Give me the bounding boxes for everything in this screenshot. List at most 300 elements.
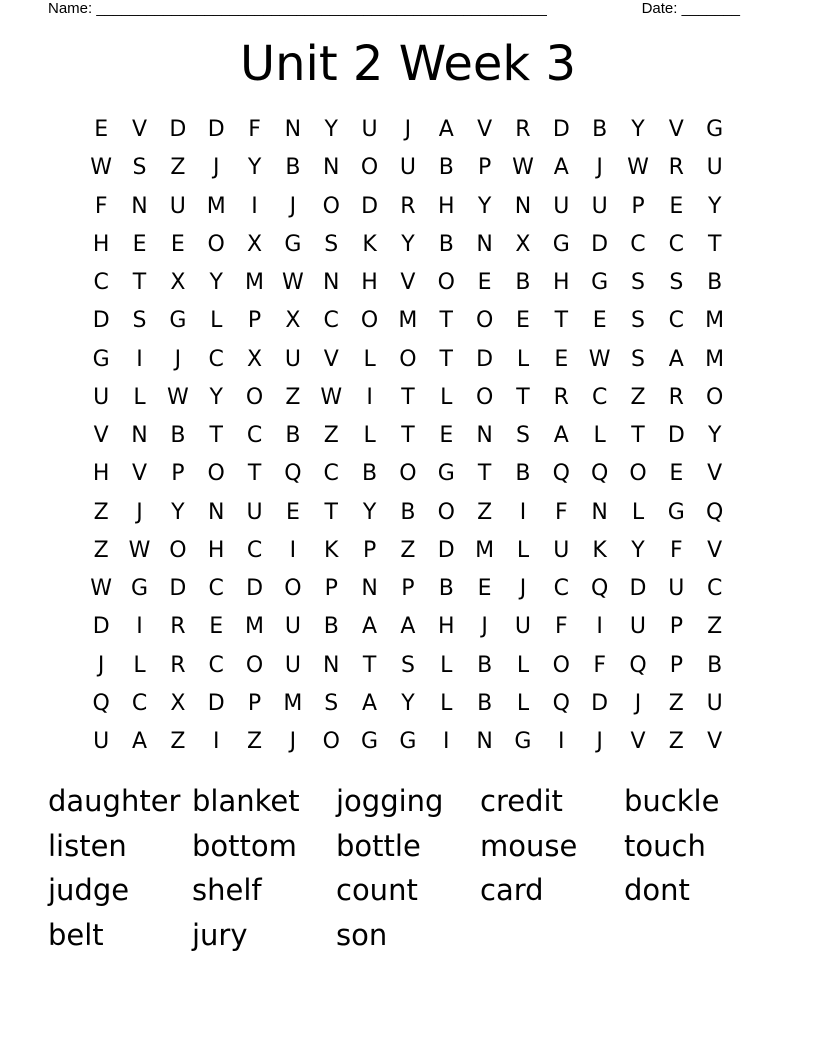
grid-cell: B [707,652,723,678]
grid-cell: V [477,117,493,143]
grid-cell: S [324,690,339,716]
grid-cell: O [284,576,302,602]
grid-cell: B [707,270,723,296]
grid-cell: D [207,117,225,143]
grid-cell: V [131,117,148,143]
grid-row [82,570,734,608]
grid-cell: V [668,117,684,143]
grid-cell: A [362,614,378,640]
grid-cell: J [481,614,488,640]
grid-cell: O [437,270,455,296]
grid-row [82,149,734,187]
grid-cell: Q [552,461,570,487]
grid-cell: Q [552,690,570,716]
grid-cell: C [208,576,224,602]
word-bank-item: shelf [192,873,262,907]
grid-cell: R [668,384,684,410]
grid-cell: Y [324,117,338,143]
word-bank-item: touch [624,828,706,863]
word-bank-item: credit [480,784,563,818]
grid-cell: L [363,346,376,372]
grid-cell: L [440,690,453,716]
grid-row [82,341,734,379]
grid-cell: H [553,270,570,296]
grid-cell: E [669,193,684,219]
word-bank-item: judge [48,873,130,907]
grid-cell: D [591,231,609,257]
grid-cell: T [132,270,147,296]
grid-cell: J [289,729,297,755]
grid-cell: E [554,346,569,372]
grid-cell: A [668,346,684,372]
grid-cell: A [362,690,378,716]
grid-cell: I [443,729,450,755]
grid-cell: L [210,308,223,334]
grid-cell: A [131,729,148,755]
grid-cell: I [519,499,527,525]
grid-cell: D [591,690,609,716]
word-bank-item: bottle [336,828,421,863]
grid-cell: V [707,729,723,755]
grid-cell: P [669,614,683,640]
word-bank-item: listen [48,828,127,863]
grid-cell: I [558,729,565,755]
grid-cell: S [324,231,339,257]
grid-cell: X [170,270,186,296]
grid-cell: O [437,499,455,525]
grid-cell: A [438,117,454,143]
grid-cell: X [170,690,186,716]
grid-cell: J [596,155,603,181]
grid-cell: Z [285,384,301,410]
grid-cell: I [212,729,220,755]
grid-cell: D [207,690,225,716]
grid-cell: T [439,308,453,334]
grid-cell: U [284,614,301,640]
grid-cell: L [133,384,146,410]
grid-cell: U [706,690,723,716]
grid-cell: Y [477,193,492,219]
grid-cell: X [247,231,263,257]
grid-cell: Y [171,499,185,525]
grid-cell: F [670,537,683,563]
grid-cell: G [437,461,455,487]
word-bank-item: bottom [192,828,297,863]
grid-cell: R [170,614,186,640]
grid-cell: O [245,384,264,410]
grid-cell: B [400,499,416,525]
grid-cell: Q [629,652,647,678]
grid-cell: C [246,537,263,563]
grid-row [82,455,734,493]
grid-cell: D [667,423,685,449]
grid-cell: C [93,270,109,296]
grid-cell: B [285,423,301,449]
grid-cell: Y [707,423,722,449]
grid-cell: M [283,690,303,716]
grid-cell: C [668,231,685,257]
grid-cell: W [512,155,534,181]
grid-cell: H [92,461,110,487]
grid-cell: M [475,537,495,563]
grid-cell: B [515,270,531,296]
word-bank-item: buckle [624,784,720,818]
grid-cell: Y [631,117,645,143]
grid-cell: C [706,576,723,602]
grid-cell: T [631,423,645,449]
grid-cell: O [169,537,187,563]
grid-cell: B [477,690,493,716]
grid-cell: C [553,576,569,602]
grid-cell: D [629,576,647,602]
grid-cell: D [437,537,455,563]
grid-cell: A [553,423,569,449]
grid-cell: A [400,614,416,640]
grid-cell: T [401,384,415,410]
grid-cell: P [171,461,185,487]
grid-cell: V [93,423,109,449]
grid-cell: D [361,193,379,219]
grid-row [82,188,734,226]
grid-cell: R [668,155,684,181]
grid-cell: E [516,308,530,334]
grid-cell: I [136,346,143,372]
worksheet-header [48,0,740,18]
grid-cell: U [284,346,301,372]
grid-cell: N [361,576,378,602]
grid-row [82,685,734,723]
grid-cell: O [207,461,225,487]
grid-cell: U [284,652,301,678]
grid-cell: D [92,614,110,640]
grid-cell: C [208,652,224,678]
grid-cell: Z [247,729,263,755]
grid-cell: G [399,729,417,755]
grid-cell: G [591,270,609,296]
grid-cell: Z [668,729,684,755]
grid-cell: Z [93,537,109,563]
grid-cell: T [247,461,262,487]
grid-cell: Q [590,461,609,487]
grid-cell: U [361,117,378,143]
grid-cell: K [362,231,377,257]
grid-cell: N [284,117,302,143]
grid-cell: L [133,652,146,678]
grid-cell: W [320,384,343,410]
grid-cell: D [169,576,187,602]
grid-cell: S [400,652,415,678]
grid-cell: J [519,576,527,602]
grid-cell: C [668,308,685,334]
grid-cell: G [92,346,110,372]
grid-cell: L [631,499,645,525]
date-field: Date: _______ [641,0,740,17]
grid-cell: O [552,652,570,678]
grid-row [82,723,734,761]
grid-cell: S [631,346,645,372]
grid-cell: I [366,384,373,410]
grid-cell: O [322,729,340,755]
grid-cell: O [399,346,417,372]
grid-cell: U [553,193,570,219]
grid-cell: J [174,346,182,372]
grid-row [82,264,734,302]
grid-cell: D [476,346,494,372]
grid-cell: O [245,652,264,678]
grid-cell: H [207,537,225,563]
grid-cell: W [627,155,649,181]
grid-cell: L [440,384,453,410]
grid-cell: U [591,193,608,219]
grid-cell: A [553,155,569,181]
grid-cell: X [247,346,263,372]
grid-cell: L [516,537,530,563]
grid-cell: Q [706,499,724,525]
grid-cell: R [170,652,186,678]
grid-cell: O [629,461,647,487]
word-bank-item: card [480,873,544,907]
grid-cell: J [634,690,642,716]
grid-row [82,417,734,455]
grid-cell: Z [668,690,684,716]
grid-cell: E [285,499,300,525]
grid-cell: P [247,690,262,716]
grid-cell: V [400,270,416,296]
grid-cell: M [705,346,725,372]
grid-cell: Q [590,576,609,602]
grid-cell: Z [400,537,416,563]
grid-cell: S [631,308,645,334]
grid-cell: C [131,690,148,716]
grid-cell: B [477,652,493,678]
grid-cell: U [93,729,110,755]
grid-cell: N [323,155,340,181]
grid-cell: B [438,231,454,257]
grid-cell: H [437,193,455,219]
grid-cell: S [669,270,684,296]
grid-cell: O [475,384,494,410]
grid-row [82,608,734,646]
grid-cell: H [437,614,455,640]
grid-cell: T [707,231,722,257]
grid-cell: Y [401,690,415,716]
grid-cell: O [360,155,379,181]
grid-cell: W [588,346,611,372]
grid-cell: Z [477,499,493,525]
grid-cell: O [322,193,340,219]
grid-row [82,226,734,264]
grid-cell: G [706,117,724,143]
grid-cell: E [170,231,185,257]
grid-cell: J [289,193,297,219]
grid-cell: C [323,461,339,487]
grid-cell: P [362,537,377,563]
grid-cell: U [553,537,570,563]
grid-cell: N [207,499,225,525]
grid-cell: T [209,423,223,449]
grid-cell: V [707,461,723,487]
grid-cell: W [166,384,189,410]
grid-cell: Q [284,461,302,487]
grid-cell: D [169,117,187,143]
word-bank-item: belt [48,917,104,952]
grid-cell: Y [707,193,722,219]
grid-cell: P [247,308,262,334]
grid-cell: D [552,117,570,143]
grid-cell: T [401,423,415,449]
grid-cell: Z [170,729,186,755]
grid-cell: G [130,576,149,602]
grid-cell: O [475,308,494,334]
grid-cell: G [667,499,685,525]
grid-cell: N [131,193,148,219]
grid-cell: U [246,499,263,525]
grid-cell: E [439,423,454,449]
grid-cell: K [592,537,607,563]
grid-cell: B [592,117,608,143]
grid-cell: L [593,423,606,449]
grid-cell: C [591,384,608,410]
grid-cell: W [90,576,113,602]
grid-cell: Z [170,155,186,181]
grid-cell: N [476,729,493,755]
word-bank [48,779,768,957]
grid-cell: E [669,461,684,487]
grid-cell: N [323,652,340,678]
grid-cell: C [208,346,224,372]
grid-cell: R [553,384,569,410]
grid-cell: C [246,423,263,449]
grid-cell: Y [209,270,223,296]
grid-cell: N [476,231,493,257]
grid-cell: U [169,193,186,219]
grid-cell: B [285,155,301,181]
grid-cell: B [170,423,186,449]
grid-cell: M [245,270,265,296]
letter-grid [82,111,734,761]
grid-cell: P [401,576,415,602]
grid-cell: I [136,614,143,640]
grid-cell: U [706,155,723,181]
grid-cell: U [629,614,647,640]
grid-cell: G [169,308,187,334]
grid-cell: G [361,729,379,755]
grid-cell: E [477,270,492,296]
grid-cell: Z [93,499,109,525]
grid-cell: U [399,155,416,181]
grid-cell: N [476,423,493,449]
grid-cell: J [212,155,220,181]
grid-cell: N [591,499,608,525]
grid-cell: F [248,117,261,143]
grid-cell: S [515,423,530,449]
grid-row [82,379,734,417]
grid-cell: O [360,308,379,334]
grid-cell: V [630,729,646,755]
grid-cell: J [404,117,412,143]
grid-cell: H [361,270,378,296]
grid-cell: U [668,576,685,602]
grid-cell: N [323,270,340,296]
grid-cell: R [400,193,416,219]
grid-cell: E [477,576,492,602]
grid-cell: F [94,193,108,219]
grid-cell: T [516,384,530,410]
grid-cell: T [362,652,377,678]
grid-cell: I [596,614,603,640]
word-bank-item: jury [192,917,248,952]
grid-cell: U [514,614,531,640]
grid-cell: M [398,308,418,334]
grid-cell: X [515,231,531,257]
grid-cell: T [554,308,569,334]
grid-cell: F [554,499,568,525]
grid-cell: Z [323,423,339,449]
grid-cell: L [363,423,376,449]
grid-cell: X [285,308,301,334]
grid-cell: V [131,461,148,487]
grid-cell: V [707,537,723,563]
grid-cell: G [514,729,532,755]
grid-cell: G [552,231,570,257]
grid-cell: E [209,614,224,640]
grid-cell: K [324,537,339,563]
name-field: Name: ______________________________________________________ [48,0,547,17]
grid-cell: W [282,270,304,296]
grid-cell: Y [362,499,377,525]
grid-cell: L [516,690,530,716]
grid-row [82,647,734,685]
grid-cell: P [477,155,492,181]
grid-cell: M [705,308,725,334]
grid-cell: L [440,652,453,678]
grid-cell: G [284,231,302,257]
grid-cell: L [516,652,530,678]
grid-cell: L [516,346,530,372]
grid-cell: I [251,193,258,219]
grid-cell: U [93,384,110,410]
grid-cell: Q [92,690,110,716]
grid-cell: N [514,193,532,219]
grid-cell: D [92,308,110,334]
grid-cell: F [554,614,568,640]
grid-cell: T [439,346,453,372]
grid-cell: V [323,346,339,372]
grid-cell: S [132,155,147,181]
grid-cell: C [323,308,339,334]
grid-cell: B [362,461,378,487]
grid-cell: Z [630,384,646,410]
word-bank-item: jogging [336,784,444,818]
word-bank-item: count [336,873,418,907]
grid-cell: W [128,537,151,563]
grid-cell: P [669,652,683,678]
grid-cell: Z [707,614,723,640]
grid-cell: J [136,499,143,525]
word-bank-item: dont [624,873,690,907]
grid-row [82,494,734,532]
word-bank-item: mouse [480,828,578,863]
grid-cell: T [324,499,338,525]
grid-cell: H [92,231,110,257]
grid-cell: O [399,461,417,487]
grid-cell: B [515,461,531,487]
grid-cell: W [90,155,113,181]
grid-cell: Y [631,537,645,563]
word-bank-item: daughter [48,784,181,818]
grid-cell: E [592,308,607,334]
grid-cell: S [132,308,147,334]
